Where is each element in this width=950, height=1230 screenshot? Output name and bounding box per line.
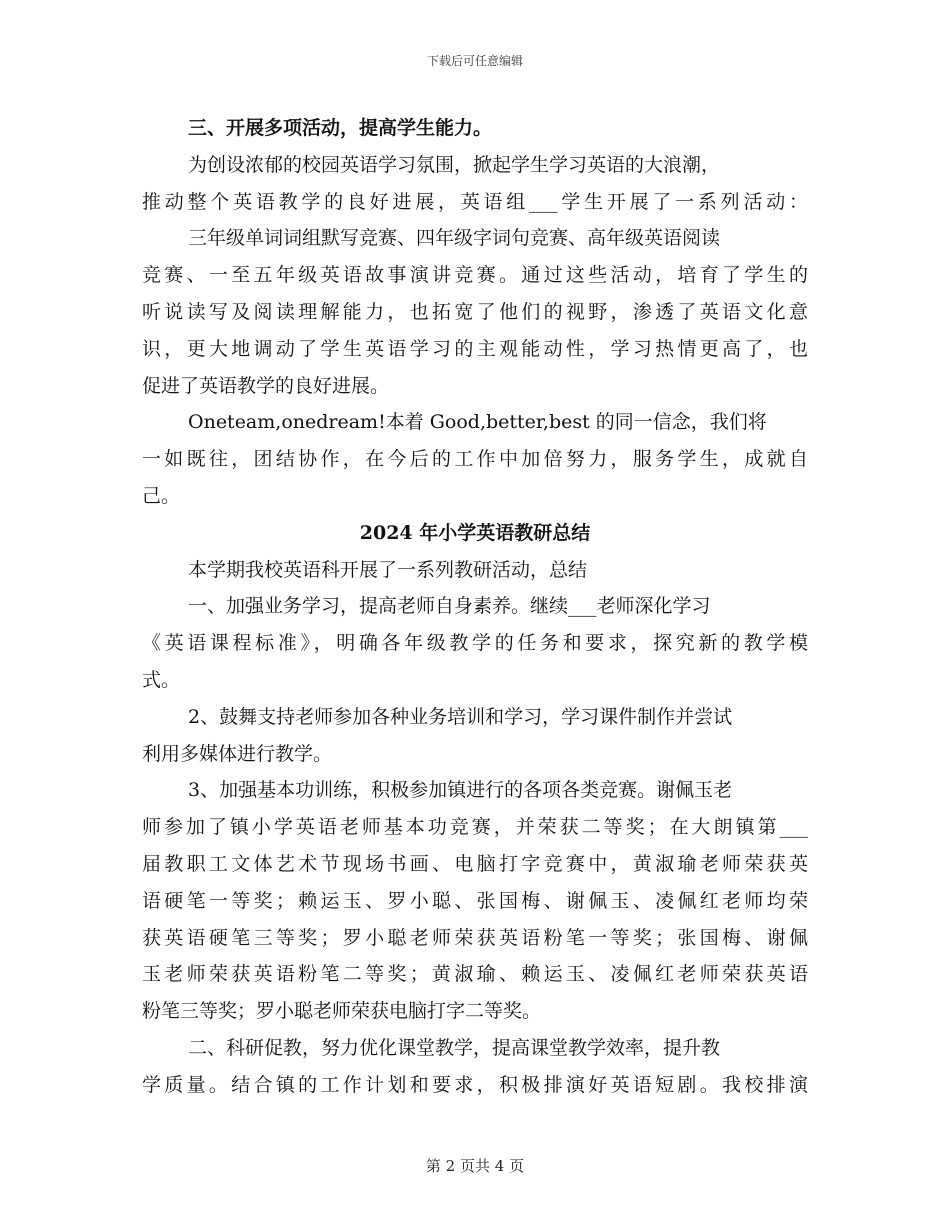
paragraph-line: 3、加强基本功训练，积极参加镇进行的各项各类竞赛。谢佩玉老 [188, 779, 733, 802]
paragraph-line: 三年级单词词组默写竞赛、四年级字词句竞赛、高年级英语阅读 [188, 227, 721, 250]
paragraph-line: 听说读写及阅读理解能力，也拓宽了他们的视野，渗透了英语文化意 [142, 300, 808, 323]
paragraph-line: 己。 [142, 484, 181, 507]
paragraph-line: 利用多媒体进行教学。 [142, 742, 333, 765]
paragraph-line: 二、科研促教，努力优化课堂教学，提高课堂教学效率，提升教 [188, 1036, 721, 1059]
paragraph-line: 学质量。结合镇的工作计划和要求，积极排演好英语短剧。我校排演 [142, 1073, 808, 1096]
paragraph-line: 粉笔三等奖；罗小聪老师荣获电脑打字二等奖。 [142, 1000, 542, 1023]
paragraph-line: 本学期我校英语科开展了一系列教研活动，总结 [188, 558, 588, 581]
page-footer: 第 2 页共 4 页 [425, 1157, 525, 1175]
paragraph-line: 一、加强业务学习，提高老师自身素养。继续___老师深化学习 [188, 595, 711, 618]
document-title: 2024 年小学英语教研总结 [359, 521, 591, 544]
paragraph-line: 促进了英语教学的良好进展。 [142, 374, 390, 397]
paragraph-line: 竞赛、一至五年级英语故事演讲竞赛。通过这些活动，培育了学生的 [142, 264, 808, 287]
paragraph-line: 师参加了镇小学英语老师基本功竞赛，并荣获二等奖；在大朗镇第___ [142, 816, 808, 839]
paragraph-line: 《英语课程标准》，明确各年级教学的任务和要求，探究新的教学模 [142, 632, 808, 655]
paragraph-line: 识，更大地调动了学生英语学习的主观能动性，学习热情更高了，也 [142, 337, 808, 360]
paragraph-line: 届教职工文体艺术节现场书画、电脑打字竞赛中，黄淑瑜老师荣获英 [142, 852, 808, 875]
paragraph-line: 玉老师荣获英语粉笔二等奖；黄淑瑜、赖运玉、凌佩红老师荣获英语 [142, 963, 808, 986]
paragraph-line: 语硬笔一等奖；赖运玉、罗小聪、张国梅、谢佩玉、凌佩红老师均荣 [142, 889, 808, 912]
section-heading: 三、开展多项活动，提高学生能力。 [188, 117, 493, 139]
paragraph-line: 获英语硬笔三等奖；罗小聪老师荣获英语粉笔一等奖；张国梅、谢佩 [142, 926, 808, 949]
document-body [142, 110, 808, 1104]
paragraph-line: 式。 [142, 668, 181, 691]
paragraph-line: 2、鼓舞支持老师参加各种业务培训和学习，学习课件制作并尝试 [188, 705, 733, 728]
paragraph-line: 为创设浓郁的校园英语学习氛围，掀起学生学习英语的大浪潮， [188, 153, 721, 176]
paragraph-line: 一如既往，团结协作，在今后的工作中加倍努力，服务学生，成就自 [142, 448, 808, 471]
paragraph-line: Oneteam,onedream!本着 Good,better,best 的同一信念，我们将 [188, 411, 767, 434]
paragraph-line: 推动整个英语教学的良好进展，英语组___学生开展了一系列活动： [142, 190, 808, 213]
page-header: 下载后可任意编辑 [426, 54, 523, 68]
